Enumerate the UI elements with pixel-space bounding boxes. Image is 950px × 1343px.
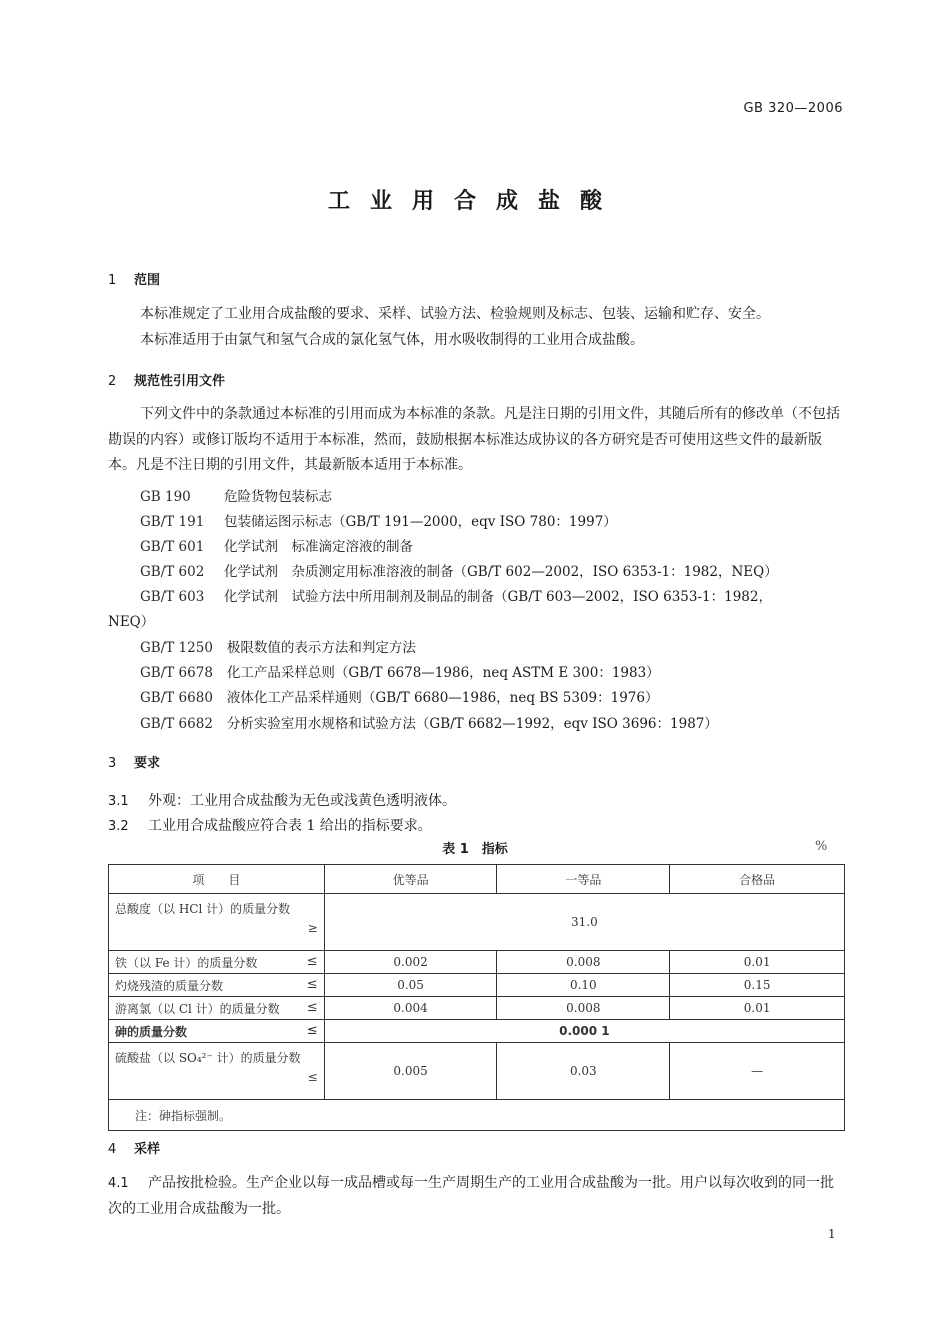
standard-code: GB 320—2006	[743, 101, 843, 116]
section-title: 范围	[134, 273, 161, 288]
table-note: 注：砷指标强制。	[109, 1100, 845, 1131]
reference-code: GB 190	[140, 489, 191, 505]
row-label	[109, 997, 325, 1020]
reference-code: GB/T 191	[140, 514, 205, 530]
value-cell: 0.03	[497, 1043, 670, 1100]
operator-le: ≤	[306, 953, 318, 969]
paragraph: 下列文件中的条款通过本标准的引用而成为本标准的条款。凡是注日期的引用文件，其随后所有的修改单（不包括勘误的内容）或修订版均不适用于本标准，然而，鼓励根据本标准达成协议的各方研究是否可使用这些文件的最新版本。凡是不注日期的引用文件，其最新版本适用于本标准。	[108, 406, 840, 474]
spec-table	[108, 864, 845, 1131]
reference-code: GB/T 6682	[140, 716, 213, 732]
value-cell: —	[670, 1043, 845, 1100]
table-caption: 表 1 指标	[442, 842, 508, 857]
table-header-row	[109, 865, 845, 894]
reference-item	[140, 510, 617, 530]
value-cell: 0.01	[670, 951, 845, 974]
paragraph: 本标准规定了工业用合成盐酸的要求、采样、试验方法、检验规则及标志、包装、运输和贮存、安全。	[140, 306, 770, 322]
clause-3-2	[108, 815, 432, 835]
section-title: 要求	[134, 756, 161, 771]
table-note-row	[109, 1100, 845, 1131]
value-cell: 0.002	[324, 951, 497, 974]
reference-title: 包装储运图示标志（GB/T 191—2000，eqv ISO 780：1997）	[224, 514, 617, 530]
merged-value: 31.0	[324, 894, 844, 951]
column-header: 优等品	[324, 865, 497, 894]
row-label	[109, 951, 325, 974]
table-unit: %	[815, 839, 828, 854]
page-number: 1	[828, 1227, 836, 1241]
value-cell: 0.05	[324, 974, 497, 997]
reference-item	[140, 712, 718, 732]
column-header: 合格品	[670, 865, 845, 894]
reference-title: 化学试剂 杂质测定用标准溶液的制备（GB/T 602—2002，ISO 6353-1：1982，NEQ）	[224, 564, 778, 580]
page-title: 工业用合成盐酸	[327, 189, 622, 214]
reference-title: 液体化工产品采样通则（GB/T 6680—1986，neq BS 5309：1976）	[226, 690, 659, 706]
row-label	[109, 1043, 325, 1100]
clause-text: 工业用合成盐酸应符合表 1 给出的指标要求。	[148, 818, 432, 834]
operator-le: ≤	[306, 999, 318, 1015]
section-4-heading	[108, 1138, 160, 1157]
column-header: 项 目	[109, 865, 325, 894]
reference-code: GB/T 1250	[140, 640, 213, 656]
paragraph: 本标准适用于由氯气和氢气合成的氯化氢气体，用水吸收制得的工业用合成盐酸。	[140, 332, 644, 348]
section-1-heading	[108, 269, 160, 288]
reference-item	[140, 661, 660, 681]
section-number: 1	[108, 273, 117, 288]
reference-code: GB/T 6680	[140, 690, 213, 706]
reference-title: 危险货物包装标志	[224, 489, 332, 505]
value-cell: 0.10	[497, 974, 670, 997]
value-cell: 0.008	[497, 951, 670, 974]
table-row	[109, 974, 845, 997]
value-cell: 0.005	[324, 1043, 497, 1100]
row-label	[109, 974, 325, 997]
item-name: 总酸度（以 HCl 计）的质量分数	[115, 902, 291, 916]
reference-title: 化学试剂 试验方法中所用制剂及制品的制备（GB/T 603—2002，ISO 6353-1：1982，	[224, 589, 772, 605]
reference-code: GB/T 603	[140, 589, 205, 605]
reference-title: 化工产品采样总则（GB/T 6678—1986，neq ASTM E 300：1983）	[226, 665, 660, 681]
value-cell: 0.008	[497, 997, 670, 1020]
section-number: 4	[108, 1142, 117, 1157]
column-header: 一等品	[497, 865, 670, 894]
table-row	[109, 951, 845, 974]
value-cell: 0.004	[324, 997, 497, 1020]
item-name: 灼烧残渣的质量分数	[115, 978, 224, 993]
operator-le: ≤	[306, 1022, 318, 1038]
reference-item	[140, 636, 416, 656]
merged-value: 0.000 1	[324, 1020, 844, 1043]
section-title: 采样	[134, 1142, 161, 1157]
reference-code: GB/T 6678	[140, 665, 213, 681]
reference-title: 极限数值的表示方法和判定方法	[226, 640, 416, 656]
section-2-heading	[108, 370, 225, 389]
value-cell: 0.01	[670, 997, 845, 1020]
clause-text: 外观：工业用合成盐酸为无色或浅黄色透明液体。	[148, 793, 456, 809]
reference-code: GB/T 602	[140, 564, 205, 580]
section-number: 3	[108, 756, 117, 771]
section-title: 规范性引用文件	[134, 374, 226, 389]
clause-text: 产品按批检验。生产企业以每一成品槽或每一生产周期生产的工业用合成盐酸为一批。用户以每次收到的同一批次的工业用合成盐酸为一批。	[108, 1175, 834, 1217]
table-row	[109, 1020, 845, 1043]
reference-item	[140, 535, 413, 555]
table-row	[109, 997, 845, 1020]
reference-item	[140, 560, 778, 580]
item-name: 游离氯（以 Cl 计）的质量分数	[115, 1001, 280, 1016]
value-cell: 0.15	[670, 974, 845, 997]
reference-item	[140, 686, 658, 706]
reference-title: 化学试剂 标准滴定溶液的制备	[224, 539, 413, 555]
reference-title: NEQ）	[108, 614, 155, 630]
item-name: 硫酸盐（以 SO₄²⁻ 计）的质量分数	[115, 1051, 301, 1065]
operator-le: ≤	[307, 1070, 318, 1084]
reference-continuation	[108, 610, 154, 630]
clause-number: 3.1	[108, 794, 129, 809]
table-row	[109, 1043, 845, 1100]
reference-title: 分析实验室用水规格和试验方法（GB/T 6682—1992，eqv ISO 3696：1987）	[226, 716, 718, 732]
reference-item	[140, 585, 772, 605]
clause-3-1	[108, 790, 456, 810]
section-3-heading	[108, 752, 160, 771]
item-name: 铁（以 Fe 计）的质量分数	[115, 955, 258, 970]
reference-item	[140, 485, 332, 505]
clause-number: 3.2	[108, 819, 129, 834]
operator-le: ≤	[306, 976, 318, 992]
operator-ge: ≥	[307, 921, 318, 935]
table-row	[109, 894, 845, 951]
reference-code: GB/T 601	[140, 539, 205, 555]
section-number: 2	[108, 374, 117, 389]
row-label	[109, 894, 325, 951]
row-label	[109, 1020, 325, 1043]
clause-4-1	[108, 1171, 844, 1222]
clause-number: 4.1	[108, 1176, 129, 1191]
item-name: 砷的质量分数	[115, 1024, 188, 1039]
